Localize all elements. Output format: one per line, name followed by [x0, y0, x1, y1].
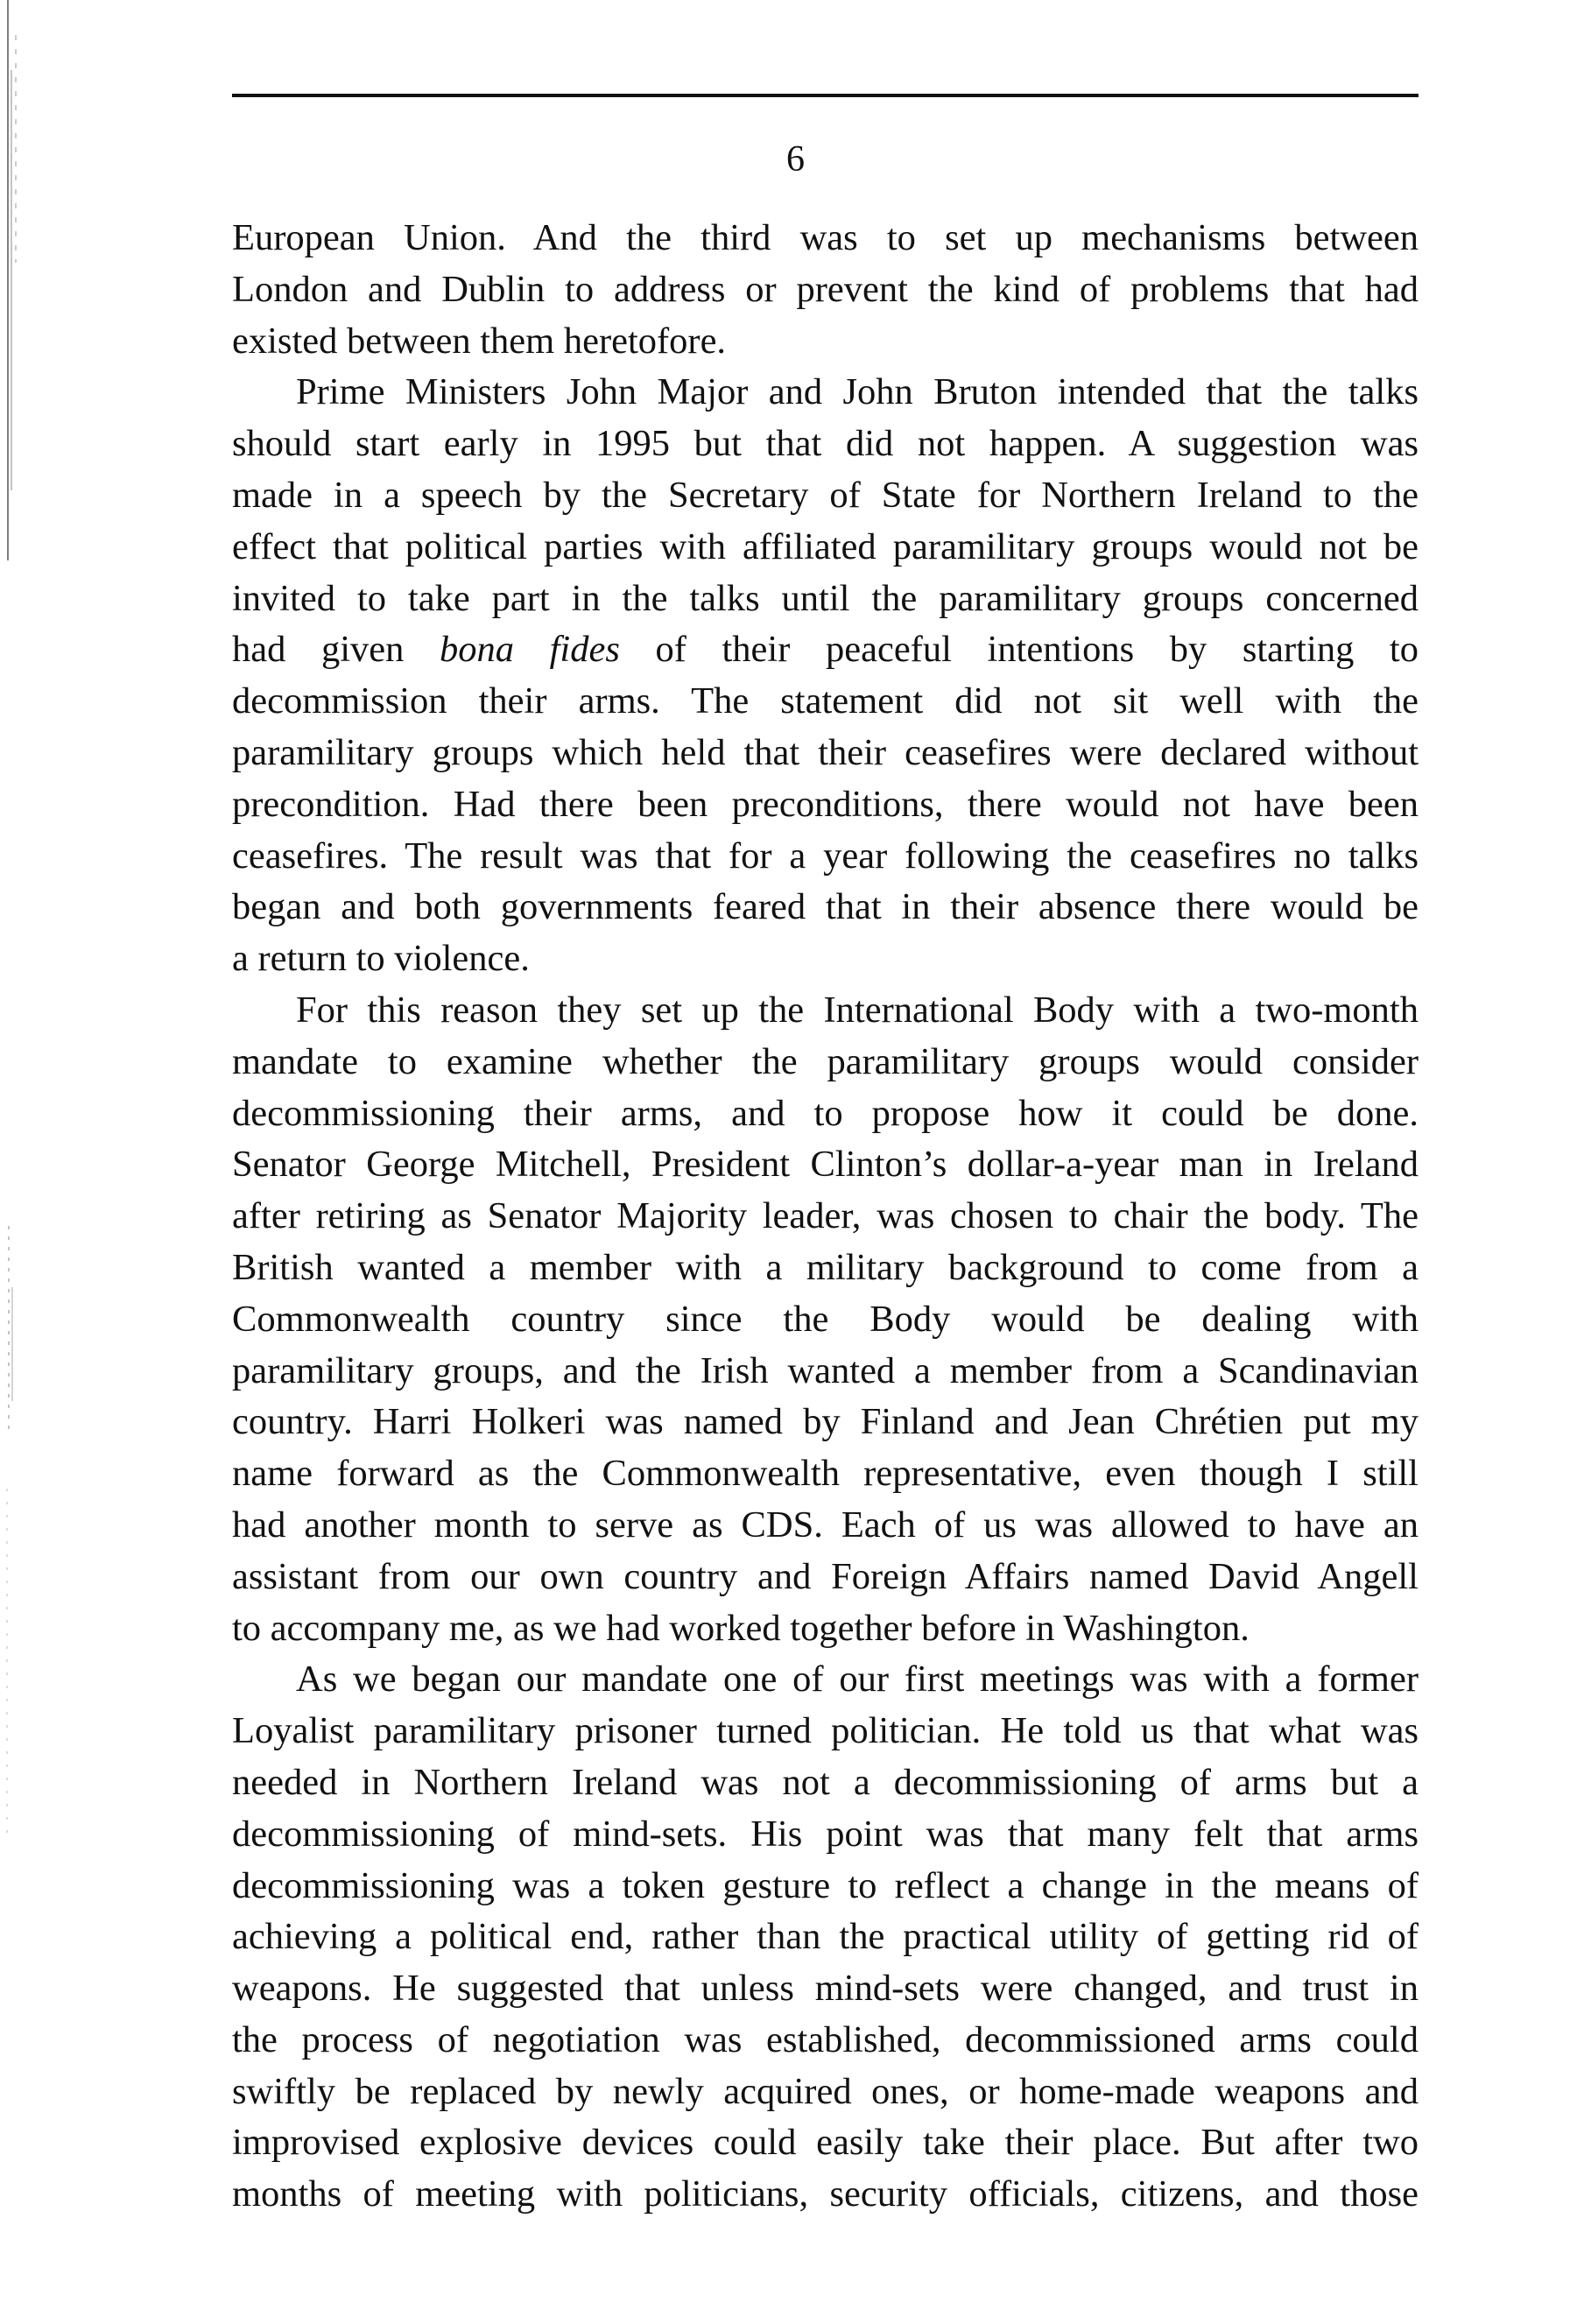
text-line: began and both governments feared that in their absence there would be — [232, 886, 1419, 928]
text-line: As we began our mandate one of our first meetings was with a former — [296, 1658, 1419, 1701]
text-line: existed between them heretofore. — [232, 320, 727, 362]
text-line: London and Dublin to address or prevent the kind of problems that had — [232, 268, 1419, 310]
header-rule — [232, 94, 1419, 97]
text-line: decommissioning of mind-sets. His point was that many felt that arms — [232, 1813, 1419, 1855]
text-run: of their peaceful intentions by starting to — [619, 629, 1419, 671]
text-line: decommission their arms. The statement did not sit well with the — [232, 680, 1419, 722]
text-line: Prime Ministers John Major and John Bruton intended that the talks — [296, 371, 1419, 413]
text-line: weapons. He suggested that unless mind-sets were changed, and trust in — [232, 1968, 1419, 2010]
text-line: assistant from our own country and Foreign Affairs named David Angell — [232, 1555, 1419, 1597]
text-line: ceasefires. The result was that for a year following the ceasefires no talks — [232, 835, 1419, 877]
text-line: a return to violence. — [232, 938, 530, 980]
text-line: Senator George Mitchell, President Clinton’s dollar-a-year man in Ireland — [232, 1144, 1419, 1186]
text-line: decommissioning was a token gesture to reflect a change in the means of — [232, 1864, 1419, 1906]
text-line: the process of negotiation was established, decommissioned arms could — [232, 2018, 1419, 2060]
page-number: 6 — [786, 139, 805, 180]
text-line: invited to take part in the talks until the paramilitary groups concerned — [232, 577, 1419, 619]
text-line: paramilitary groups which held that their ceasefires were declared without — [232, 731, 1419, 773]
text-line: improvised explosive devices could easily take their place. But after two — [232, 2122, 1419, 2164]
text-line — [232, 624, 1419, 676]
text-line: For this reason they set up the International Body with a two-month — [296, 989, 1419, 1031]
text-line: British wanted a member with a military background to come from a — [232, 1246, 1419, 1288]
body-text — [232, 213, 1419, 2221]
text-line: months of meeting with politicians, security officials, citizens, and those — [232, 2173, 1419, 2215]
text-line: to accompany me, as we had worked together before in Washington. — [232, 1607, 1250, 1649]
text-line: name forward as the Commonwealth representative, even though I still — [232, 1453, 1419, 1495]
text-line: made in a speech by the Secretary of State for Northern Ireland to the — [232, 474, 1419, 516]
text-line: precondition. Had there been preconditions, there would not have been — [232, 783, 1419, 825]
text-line: paramilitary groups, and the Irish wanted a member from a Scandinavian — [232, 1349, 1419, 1391]
text-line: swiftly be replaced by newly acquired ones, or home-made weapons and — [232, 2070, 1419, 2112]
text-line: should start early in 1995 but that did not happen. A suggestion was — [232, 423, 1419, 465]
text-line: needed in Northern Ireland was not a decommissioning of arms but a — [232, 1761, 1419, 1803]
text-line: decommissioning their arms, and to propose how it could be done. — [232, 1092, 1419, 1134]
text-line: European Union. And the third was to set up mechanisms between — [232, 217, 1419, 258]
paragraph — [232, 213, 1419, 367]
text-line: effect that political parties with affiliated paramilitary groups would not be — [232, 525, 1419, 567]
text-line: after retiring as Senator Majority leader, was chosen to chair the body. The — [232, 1195, 1419, 1237]
text-line: country. Harri Holkeri was named by Finland and Jean Chrétien put my — [232, 1401, 1419, 1443]
paragraph — [232, 1654, 1419, 2221]
scan-edge-marks — [0, 0, 35, 2324]
italic-term: bona fides — [440, 629, 620, 671]
paragraph — [232, 367, 1419, 985]
text-line: mandate to examine whether the paramilitary groups would consider — [232, 1040, 1419, 1082]
text-line: had another month to serve as CDS. Each of us was allowed to have an — [232, 1504, 1419, 1546]
text-run: had given — [232, 629, 440, 671]
paragraph — [232, 985, 1419, 1654]
text-line: Commonwealth country since the Body would be dealing with — [232, 1298, 1419, 1340]
text-line: Loyalist paramilitary prisoner turned politician. He told us that what was — [232, 1710, 1419, 1752]
text-line: achieving a political end, rather than the practical utility of getting rid of — [232, 1916, 1419, 1958]
